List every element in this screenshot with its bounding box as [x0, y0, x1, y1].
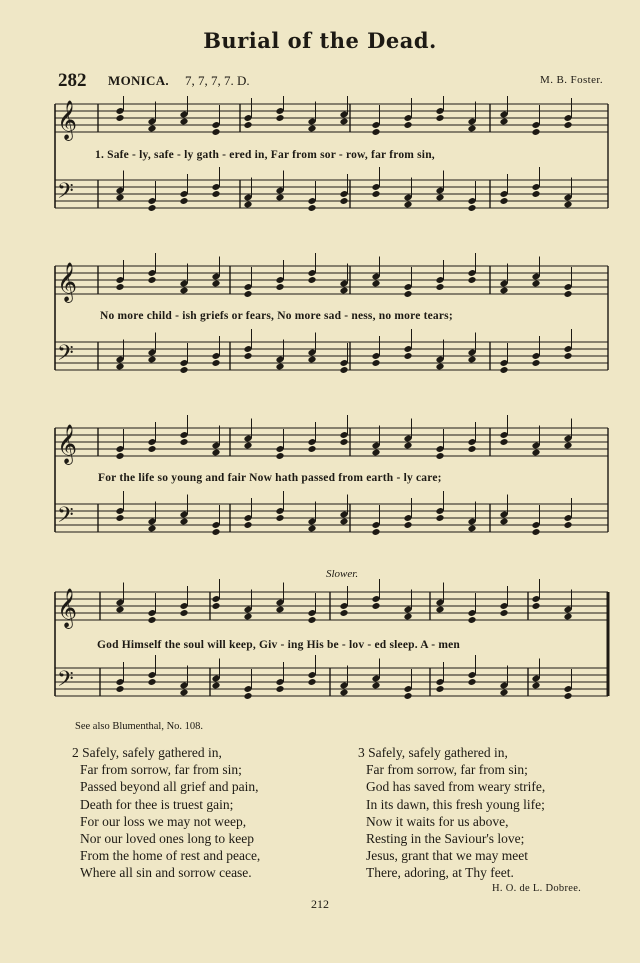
note-head [307, 125, 316, 133]
note-head [147, 356, 156, 364]
note-head [243, 521, 252, 529]
note-head [435, 114, 444, 122]
note-head [275, 363, 284, 371]
note-head [243, 201, 252, 209]
note-head [467, 125, 476, 133]
note-head [467, 445, 476, 453]
note-head [179, 609, 188, 617]
note-head [243, 613, 252, 621]
note-head [563, 201, 572, 209]
note-head [307, 678, 316, 686]
note-head [403, 521, 412, 529]
header-title: Burial of the Dead. [203, 28, 437, 53]
tune-name: MONICA. [108, 73, 169, 88]
note-head [563, 613, 572, 621]
note-head [531, 682, 540, 690]
verse-line: From the home of rest and peace, [80, 848, 261, 864]
verse-line: Far from sorrow, far from sin; [80, 762, 242, 778]
note-head [179, 287, 188, 295]
note-head [275, 514, 284, 522]
note-head [531, 280, 540, 288]
note-head [339, 118, 348, 126]
verse-line: Where all sin and sorrow cease. [80, 865, 252, 881]
verse-line: In its dawn, this fresh young life; [366, 796, 545, 812]
note-head [115, 283, 124, 291]
note-head [371, 449, 380, 457]
note-head [275, 114, 284, 122]
note-head [531, 128, 540, 136]
note-head [211, 682, 220, 690]
treble-clef: 𝄞 [57, 588, 78, 628]
bass-clef: 𝄢 [57, 667, 74, 697]
note-head [339, 609, 348, 617]
note-head [403, 201, 412, 209]
note-head [467, 525, 476, 533]
page-number: 212 [311, 897, 329, 911]
note-head [147, 616, 156, 624]
note-head [339, 287, 348, 295]
note-head [339, 438, 348, 446]
note-head [115, 114, 124, 122]
note-head [275, 606, 284, 614]
verse-line: 2 Safely, safely gathered in, [72, 745, 222, 760]
verse-line: 3 Safely, safely gathered in, [358, 745, 508, 760]
note-head [211, 602, 220, 610]
note-head [563, 692, 572, 700]
note-head [563, 121, 572, 129]
note-head [147, 204, 156, 212]
note-head [179, 197, 188, 205]
note-head [115, 194, 124, 202]
lyric-line-1: 1. Safe - ly, safe - ly gath - ered in, Far from sor - row, far from sin, [95, 149, 435, 161]
note-head [243, 290, 252, 298]
note-head [115, 514, 124, 522]
note-head [467, 356, 476, 364]
bass-clef: 𝄢 [57, 179, 74, 209]
note-head [403, 442, 412, 450]
note-head [435, 514, 444, 522]
note-head [403, 121, 412, 129]
note-head [531, 449, 540, 457]
note-head [147, 276, 156, 284]
note-head [499, 609, 508, 617]
note-head [467, 276, 476, 284]
note-head [243, 352, 252, 360]
note-head [499, 118, 508, 126]
verse-line: Death for thee is truest gain; [80, 796, 234, 812]
note-head [531, 602, 540, 610]
verse-line: Nor our loved ones long to keep [80, 831, 254, 847]
note-head [211, 359, 220, 367]
verse-line: Far from sorrow, far from sin; [366, 762, 528, 778]
note-head [371, 682, 380, 690]
note-head [211, 190, 220, 198]
verse-line: Now it waits for us above, [366, 813, 509, 829]
note-head [115, 606, 124, 614]
note-head [243, 442, 252, 450]
lyric-line-2: No more child - ish griefs or fears, No more sad - ness, no more tears; [100, 310, 453, 322]
verse-line: Resting in the Saviour's love; [366, 831, 525, 847]
note-head [147, 445, 156, 453]
note-head [275, 685, 284, 693]
note-head [499, 197, 508, 205]
lyric-line-3: For the life so young and fair Now hath passed from earth - ly care; [98, 472, 442, 484]
note-head [531, 359, 540, 367]
note-head [371, 128, 380, 136]
see-also-note: See also Blumenthal, No. 108. [75, 721, 204, 732]
tempo-mark: Slower. [326, 568, 359, 580]
note-head [179, 518, 188, 526]
note-head [179, 438, 188, 446]
note-head [499, 518, 508, 526]
note-head [211, 128, 220, 136]
note-head [371, 359, 380, 367]
note-head [179, 366, 188, 374]
note-head [243, 692, 252, 700]
note-head [403, 352, 412, 360]
note-head [467, 616, 476, 624]
note-head [435, 685, 444, 693]
note-head [339, 689, 348, 697]
note-head [307, 204, 316, 212]
hymn-author: H. O. de L. Dobree. [492, 883, 582, 894]
note-head [115, 363, 124, 371]
note-head [371, 602, 380, 610]
note-head [211, 528, 220, 536]
note-head [467, 678, 476, 686]
bass-clef: 𝄢 [57, 341, 74, 371]
verse-line: Passed beyond all grief and pain, [80, 779, 259, 795]
note-head [563, 442, 572, 450]
note-head [339, 518, 348, 526]
note-head [275, 452, 284, 460]
treble-clef: 𝄞 [57, 424, 78, 464]
note-head [115, 685, 124, 693]
note-head [275, 283, 284, 291]
hymn-heading [58, 70, 603, 90]
note-head [435, 283, 444, 291]
note-head [179, 689, 188, 697]
note-head [307, 356, 316, 364]
note-head [531, 190, 540, 198]
note-head [147, 525, 156, 533]
note-head [243, 121, 252, 129]
note-head [371, 280, 380, 288]
note-head [211, 449, 220, 457]
treble-clef: 𝄞 [57, 262, 78, 302]
note-head [467, 204, 476, 212]
note-head [403, 290, 412, 298]
note-head [403, 613, 412, 621]
note-head [211, 280, 220, 288]
note-head [563, 352, 572, 360]
verse-line: Jesus, grant that we may meet [366, 848, 528, 864]
note-head [147, 678, 156, 686]
verse-line: For our loss we may not weep, [80, 813, 247, 829]
note-head [435, 452, 444, 460]
note-head [499, 438, 508, 446]
verse-2 [72, 744, 260, 882]
meter: 7, 7, 7, 7. D. [185, 73, 250, 88]
note-head [371, 528, 380, 536]
note-head [435, 194, 444, 202]
note-head [339, 197, 348, 205]
note-head [403, 692, 412, 700]
note-head [179, 118, 188, 126]
note-head [563, 521, 572, 529]
note-head [307, 445, 316, 453]
note-head [531, 528, 540, 536]
note-head [435, 606, 444, 614]
note-head [147, 125, 156, 133]
note-head [307, 525, 316, 533]
note-head [499, 689, 508, 697]
note-head [435, 363, 444, 371]
note-head [115, 452, 124, 460]
music-score [50, 96, 620, 716]
note-head [307, 276, 316, 284]
verse-line: God has saved from weary strife, [366, 779, 546, 795]
hymn-number: 282 [58, 70, 87, 91]
verse-3 [358, 744, 545, 882]
bass-clef: 𝄢 [57, 503, 74, 533]
treble-clef: 𝄞 [57, 100, 78, 140]
note-head [563, 290, 572, 298]
note-head [499, 287, 508, 295]
note-head [275, 194, 284, 202]
lyric-line-4: God Himself the soul will keep, Giv - ing His be - lov - ed sleep. A - men [97, 639, 461, 651]
verse-line: There, adoring, at Thy feet. [366, 865, 514, 881]
composer: M. B. Foster. [540, 74, 603, 86]
note-head [499, 366, 508, 374]
note-head [339, 366, 348, 374]
note-head [307, 616, 316, 624]
note-head [371, 190, 380, 198]
